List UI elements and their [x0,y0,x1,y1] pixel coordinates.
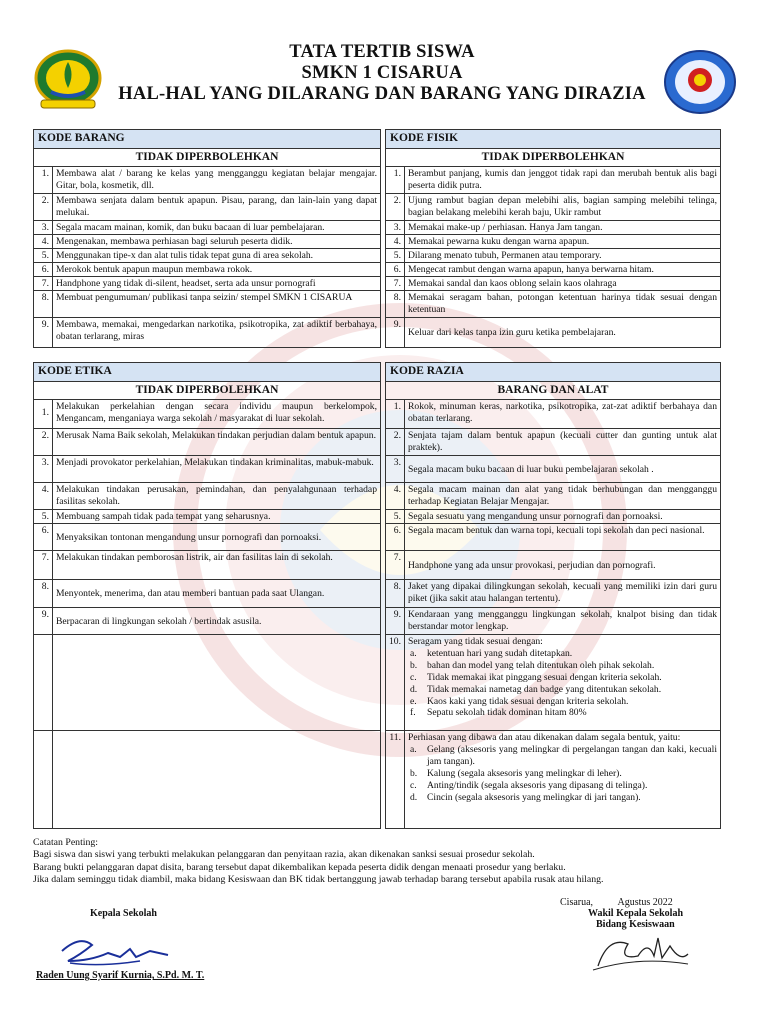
list-item: 4. Memakai pewarna kuku dengan warna apapun. [386,235,720,249]
list-item: 9. Kendaraan yang mengganggu lingkungan sekolah, knalpot bising dan tidak berstandar motor lengkap. [386,608,720,635]
list-item: 5. Membuang sampah tidak pada tempat yang seharusnya. [34,510,380,524]
signature-block-principal [36,908,236,981]
sub-list-item: c. Anting/tindik (segala aksesoris yang dipasang di telinga). [410,779,648,791]
signature-block-vice-principal [560,897,740,976]
list-item: 3. Memakai make-up / perhiasan. Hanya Jam tangan. [386,221,720,235]
document-titles [110,42,654,105]
section-title: KODE RAZIA [386,363,720,382]
sub-list-item: b. Kalung (segala aksesoris yang melingkar di leher). [410,767,622,779]
section-subtitle: TIDAK DIPERBOLEHKAN [386,149,720,167]
section-title: KODE FISIK [386,130,720,149]
school-logo-icon [662,48,738,116]
section-kode-etika [33,362,381,829]
sub-list-item: d. Cincin (segala aksesoris yang melingkar di jari tangan). [410,791,641,803]
title-line-1: TATA TERTIB SISWA [289,42,475,62]
place-date: Cisarua, Agustus 2022 [560,897,673,908]
list-item-seragam: 10. Seragam yang tidak sesuai dengan: a. ketentuan hari yang sudah ditetapkan. b. bahan dan model yang telah ditentukan oleh pihak sekolah. c. Tidak memakai ikat pinggang sesuai dengan kriteria sekolah. d. Tidak memakai nametag dan badge yang ditentukan sekolah. e. Kaos kaki yang tidak sesuai dengan kriteria sekolah. f. Sepatu sekolah tidak dominan hitam 80% [386,635,720,731]
list-item: 2. Senjata tajam dalam bentuk apapun (kecuali cutter dan gunting untuk alat praktek). [386,429,720,456]
list-item: 5. Dilarang menato tubuh, Permanen atau temporary. [386,249,720,263]
list-item: 6. Segala macam bentuk dan warna topi, kecuali topi sekolah dan peci nasional. [386,524,720,551]
section-kode-fisik [385,129,721,348]
list-item: 3. Menjadi provokator perkelahian, Melakukan tindakan kriminalitas, mabuk-mabuk. [34,456,380,483]
list-item: 7. Handphone yang ada unsur provokasi, perjudian dan pornografi. [386,551,720,580]
list-item: 5. Menggunakan tipe-x dan alat tulis tidak tepat guna di area sekolah. [34,249,380,263]
list-item: 8. Jaket yang dipakai dilingkungan sekolah, kecuali yang memiliki izin dari guru piket (jika sakit atau halangan tertentu). [386,580,720,608]
list-item: 4. Melakukan tindakan perusakan, pemindahan, dan penyalahgunaan terhadap fasilitas sekolah. [34,483,380,510]
principal-name: Raden Uung Syarif Kurnia, S.Pd. M. T. [36,970,205,981]
signature-icon [588,926,698,976]
list-item: 7. Memakai sandal dan kaos oblong selain kaos olahraga [386,277,720,291]
list-item: 9. Keluar dari kelas tanpa izin guru ketika pembelajaran. [386,318,720,347]
list-item: 8. Membuat pengumuman/ publikasi tanpa seizin/ stempel SMKN 1 CISARUA [34,291,380,318]
west-java-emblem-icon [33,48,103,112]
signature-icon [50,931,180,971]
title-line-2: SMKN 1 CISARUA [301,63,463,83]
note-line: Jika dalam seminggu tidak diambil, maka bidang Kesiswaan dan BK tidak bertanggung jawab terhadap barang tersebut apabila rusak atau hilang. [33,873,604,885]
list-item: 9. Berpacaran di lingkungan sekolah / bertindak asusila. [34,608,380,635]
sub-list-item: e. Kaos kaki yang tidak sesuai dengan kriteria sekolah. [410,695,629,707]
section-title: KODE BARANG [34,130,380,149]
vice-role-1: Wakil Kepala Sekolah [588,908,684,919]
note-line: Bagi siswa dan siswi yang terbukti melakukan pelanggaran dan penyitaan razia, akan dikenakan sanksi sesuai prosedur sekolah. [33,849,535,861]
vice-role-2: Bidang Kesiswaan [596,919,675,930]
list-item: 2. Membawa senjata dalam bentuk apapun. Pisau, parang, dan lain-lain yang dapat melukai. [34,194,380,221]
sub-list-item: a. Gelang (aksesoris yang melingkar di pergelangan tangan dan kaki, kecuali jam tangan). [410,743,717,767]
principal-role: Kepala Sekolah [90,908,157,919]
list-item: 4. Segala macam mainan dan alat yang tidak berhubungan dan mengganggu terhadap Kegiatan Belajar Mengajar. [386,483,720,510]
sub-list-item: a. ketentuan hari yang sudah ditetapkan. [410,647,573,659]
sub-list [408,744,717,804]
notes-heading: Catatan Penting: [33,837,99,848]
section-kode-razia [385,362,721,829]
important-notes [33,837,733,886]
list-item: 6. Mengecat rambut dengan warna apapun, hanya berwarna hitam. [386,263,720,277]
list-item: 9. Membawa, memakai, mengedarkan narkotika, psikotropika, zat adiktif berbahaya, obatan terlarang, miras [34,318,380,347]
section-subtitle: TIDAK DIPERBOLEHKAN [34,149,380,167]
list-item: 1. Membawa alat / barang ke kelas yang mengganggu kegiatan belajar mengajar. Gitar, bola, kosmetik, dll. [34,167,380,194]
list-item: 5. Segala sesuatu yang mengandung unsur pornografi dan pornoaksi. [386,510,720,524]
section-subtitle: TIDAK DIPERBOLEHKAN [34,382,380,400]
document-header [0,38,768,118]
sub-list-item: d. Tidak memakai nametag dan badge yang ditentukan sekolah. [410,683,662,695]
section-title: KODE ETIKA [34,363,380,382]
sub-list-item: c. Tidak memakai ikat pinggang sesuai dengan kriteria sekolah. [410,671,662,683]
list-item-perhiasan: 11. Perhiasan yang dibawa dan atau dikenakan dalam segala bentuk, yaitu: a. Gelang (aksesoris yang melingkar di pergelangan tangan dan kaki, kecuali jam tangan). b. Kalung (segala aksesoris yang melingkar di leher). c. Anting/tindik (segala aksesoris yang dipasang di telinga). d. Cincin (segala aksesoris yang melingkar di jari tangan). [386,731,720,829]
list-item: 3. Segala macam buku bacaan di luar buku pembelajaran sekolah . [386,456,720,483]
list-item: 4. Mengenakan, membawa perhiasan bagi seluruh peserta didik. [34,235,380,249]
section-subtitle: BARANG DAN ALAT [386,382,720,400]
list-item: 8. Menyontek, menerima, dan atau memberi bantuan pada saat Ulangan. [34,580,380,608]
note-line: Barang bukti pelanggaran dapat disita, barang tersebut dapat dikembalikan kepada peserta didik dengan menaati prosedur yang berlaku. [33,861,566,873]
sub-list-item: f. Sepatu sekolah tidak dominan hitam 80% [410,707,587,719]
empty-row [34,731,380,829]
title-line-3: HAL-HAL YANG DILARANG DAN BARANG YANG DIRAZIA [118,84,646,104]
list-item: 6. Menyaksikan tontonan mengandung unsur pornografi dan pornoaksi. [34,524,380,551]
list-item: 8. Memakai seragam bahan, potongan ketentuan harinya tidak sesuai dengan ketentuan [386,291,720,318]
list-item: 1. Melakukan perkelahian dengan secara individu maupun berkelompok, Mengancam, menganiaya warga sekolah / masyarakat di luar sekolah. [34,400,380,429]
list-item: 2. Ujung rambut bagian depan melebihi alis, bagian samping melebihi telinga, bagian belakang melebihi kerah baju, Ukir rambut [386,194,720,221]
list-item: 3. Segala macam mainan, komik, dan buku bacaan di luar pembelajaran. [34,221,380,235]
empty-row [34,635,380,731]
list-item: 1. Rokok, minuman keras, narkotika, psikotropika, zat-zat adiktif berbahaya dan obatan terlarang. [386,400,720,429]
sub-list [408,648,717,719]
list-item: 2. Merusak Nama Baik sekolah, Melakukan tindakan perjudian dalam bentuk apapun. [34,429,380,456]
list-item: 7. Handphone yang tidak di-silent, headset, serta ada unsur pornografi [34,277,380,291]
list-item: 7. Melakukan tindakan pemborosan listrik, air dan fasilitas lain di sekolah. [34,551,380,580]
list-item: 1. Berambut panjang, kumis dan jenggot tidak rapi dan merubah bentuk alis bagi peserta didik putra. [386,167,720,194]
section-kode-barang [33,129,381,348]
list-item: 6. Merokok bentuk apapun maupun membawa rokok. [34,263,380,277]
sub-list-item: b. bahan dan model yang telah ditentukan oleh pihak sekolah. [410,659,655,671]
